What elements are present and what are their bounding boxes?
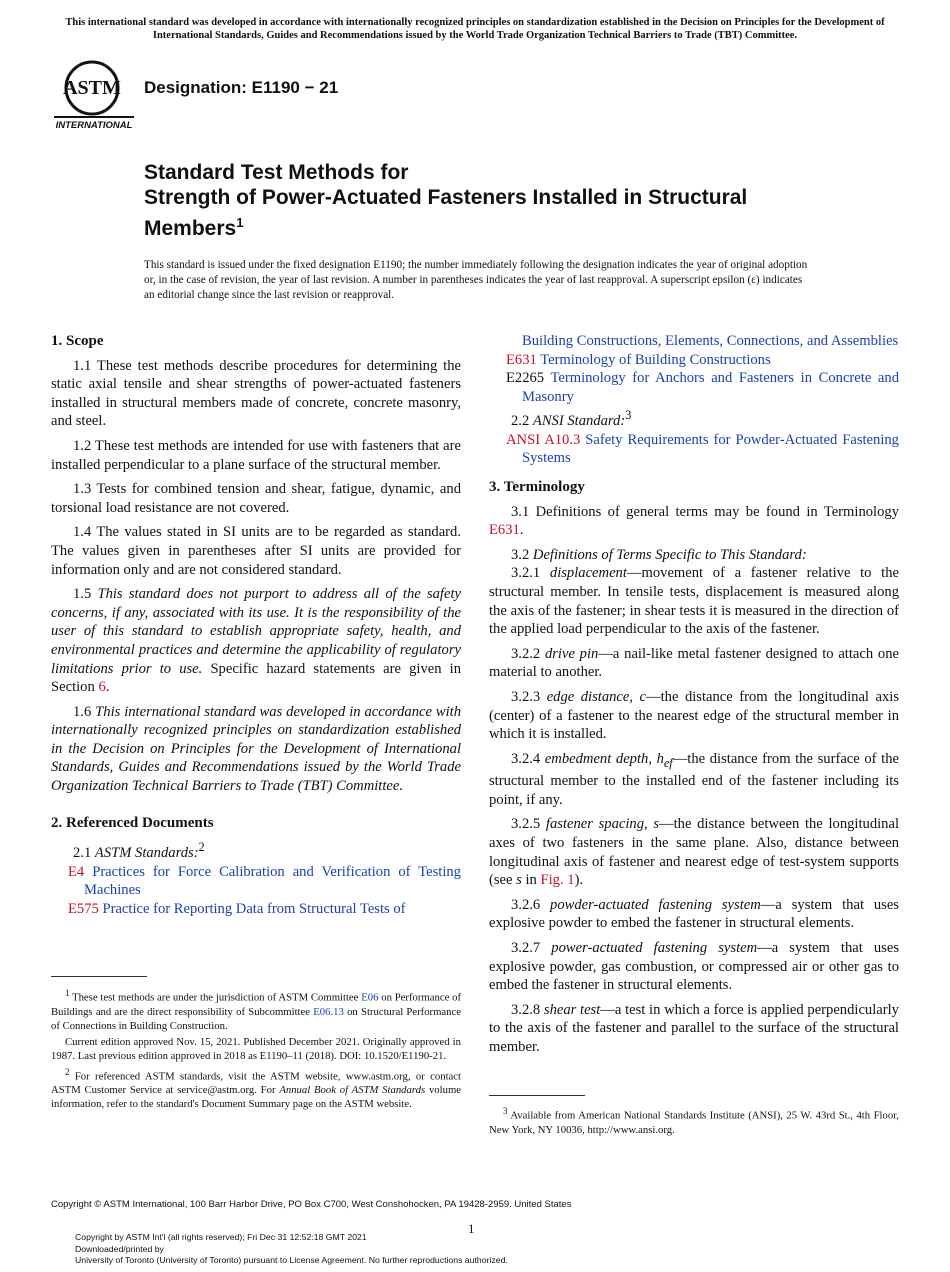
e575-title-continued[interactable]: Building Constructions, Elements, Connections, and Assemblies (522, 333, 899, 349)
ref-e4[interactable]: E4 Practices for Force Calibration and Verification of Testing Machines (68, 863, 461, 899)
def-3-2-8: 3.2.8 shear test—a test in which a force is applied perpendicularly to the axis of the fastener and parallel to the surface of the structural member. (489, 1001, 899, 1055)
footnotes-left (51, 986, 461, 1113)
para-1-6: 1.6 This international standard was developed in accordance with internationally recognized principles on standardization established in the Decision on Principles for the Development of International Standards, Guides and Recommendations issued by the World Trade Organization Technical Barriers to Trade (TBT) Committee. (51, 703, 462, 795)
def-3-2-5: 3.2.5 fastener spacing, s—the distance between the longitudinal axes of two fasteners in the same plane. Also, distance between longitudinal axis of fastener and nearest edge of test-system supports (see s in Fig. 1). (489, 816, 899, 889)
def-3-2-2: 3.2.2 drive pin—a nail-like metal fastener designed to attach one material to another. (489, 645, 899, 681)
para-1-3: 1.3 Tests for combined tension and shear, fatigue, dynamic, and torsional load resistance are not covered. (51, 481, 461, 516)
copyright-line: Copyright © ASTM International, 100 Barr Harbor Drive, PO Box C700, West Conshohocken, PA 19428-2959. United States (51, 1199, 572, 1210)
ref-e575[interactable]: E575 Practice for Reporting Data from Structural Tests of (68, 900, 406, 917)
astm-standards-label: 2.1 ASTM Standards:$^2$ (73, 840, 205, 862)
footnote-1-current-edition: Current edition approved Nov. 15, 2021. Published December 2021. Originally approved in 1987. Last previous edition approved in 2018 as E1190–11 (2018). DOI: 10.1520/E1190-21. (51, 1035, 461, 1062)
e631-link[interactable]: E631 (489, 522, 520, 539)
designation: Designation: E1190 − 21 (144, 78, 339, 97)
para-1-2: 1.2 These test methods are intended for use with fasteners that are installed perpendicular to a plane surface of the structural member. (51, 437, 461, 473)
footnote-1: $^1$ These test methods are under the jurisdiction of ASTM Committee E06 on Performance of Buildings and are the direct responsibility of Subcommittee E06.13 on Structural Performance of Connections in Building Construction. (51, 988, 462, 1032)
para-1-5: 1.5 This standard does not purport to address all of the safety concerns, if any, associated with its use. It is the responsibility of the user of this standard to establish appropriate safety, health, and environmental practices and determine the applicability of regulatory limitations prior to use. Specific hazard statements are given in Section 6. (51, 586, 461, 696)
footnotes-right (489, 1104, 899, 1137)
international-standard-notice: This international standard was developed in accordance with internationally recognized principles on standardization established in the Decision on Principles for the Development of International Standards, Guides and Recommendations issued by the World Trade Organization Technical Barriers to Trade (TBT) Committee. (65, 17, 885, 41)
astm-logo (54, 58, 134, 132)
document-title (144, 160, 844, 241)
title-footnote-ref[interactable]: 1 (236, 215, 244, 230)
issuance-note: This standard is issued under the fixed designation E1190; the number immediately following the designation indicates the year of original adoption or, in the case of revision, the year of last revision. A number in parentheses indicates the year of last reapproval. A superscript epsilon (ε) indicates an editorial change since the last revision or reapproval. (144, 259, 808, 301)
section-scope-heading: 1. Scope (51, 333, 104, 349)
def-3-2-1: 3.2.1 displacement—movement of a fastener relative to the structural member. In tensile tests, displacement is measured along the axis of the fastener; in shear tests it is measured in the direction of the applied load perpendicular to the axis of the fastener. (489, 565, 899, 638)
e06-13-link[interactable]: E06.13 (313, 1005, 344, 1018)
right-column (489, 332, 899, 1063)
footnote-3: $^3$ Available from American National Standards Institute (ANSI), 25 W. 43rd St., 4th Floor, New York, NY 10036, http://www.ansi.org. (489, 1106, 899, 1136)
fig-1-link[interactable]: Fig. 1 (540, 872, 575, 889)
para-3-2: 3.2 Definitions of Terms Specific to This Standard: (511, 546, 807, 563)
ref-e2265[interactable]: E2265 Terminology for Anchors and Fasteners in Concrete and Masonry (506, 370, 899, 405)
ref-e631[interactable]: E631 Terminology of Building Constructions (506, 351, 771, 368)
ansi-standard-label: 2.2 ANSI Standard:$^3$ (511, 408, 632, 430)
section-6-link[interactable]: 6 (98, 679, 106, 696)
footnote-2: $^2$ For referenced ASTM standards, visit the ASTM website, www.astm.org, or contact ASTM Customer Service at service@astm.org. For Annual Book of ASTM Standards volume information, refer to the standard's Document Summary page on the ASTM website. (51, 1066, 461, 1111)
def-3-2-3: 3.2.3 edge distance, c—the distance from the longitudinal axis (center) of a fastener to the nearest edge of the structural member in which it is installed. (489, 688, 899, 743)
para-1-4: 1.4 The values stated in SI units are to be regarded as standard. The values given in parentheses after SI units are provided for information only and are not considered standard. (51, 524, 461, 578)
def-3-2-7: 3.2.7 power-actuated fastening system—a system that uses explosive powder, gas combustion, or compressed air or other gas to embed the fastener in structural elements. (489, 939, 899, 994)
e06-link[interactable]: E06 (361, 991, 379, 1004)
astm-logo-text: ASTM (63, 77, 121, 99)
section-terminology-heading: 3. Terminology (489, 479, 585, 496)
left-column (51, 332, 461, 918)
def-3-2-4: 3.2.4 embedment depth, $h_{ef}—the$ distance from the surface of the structural member to the installed end of the fastener including its point, if any. (489, 750, 899, 808)
para-3-1: 3.1 Definitions of general terms may be found in Terminology E631. (489, 503, 899, 539)
def-3-2-6: 3.2.6 powder-actuated fastening system—a system that uses explosive powder to embed the fastener in structural elements. (489, 896, 899, 932)
astm-logo-icon (54, 58, 134, 132)
title-line-2 (144, 185, 844, 241)
astm-logo-subtext: INTERNATIONAL (55, 120, 133, 131)
ref-ansi-a10-3[interactable]: ANSI A10.3 Safety Requirements for Powder-Actuated Fastening Systems (506, 431, 899, 467)
title-main: Strength of Power-Actuated Fasteners Installed in Structural Members (144, 186, 748, 240)
para-1-1: 1.1 These test methods describe procedures for determining the static axial tensile and shear strengths of power-actuated fasteners installed in structural members made of concrete, concrete masonry, and steel. (51, 357, 461, 430)
page-number: 1 (468, 1221, 475, 1236)
download-notice: Copyright by ASTM Int'l (all rights reserved); Fri Dec 31 12:52:18 GMT 2021 Downloaded/printed by University of Toronto (University of Toronto) pursuant to License Agreement. No further reproductions authorized. (75, 1232, 508, 1265)
e575-title-part1[interactable]: Practice for Reporting Data from Structural Tests of (102, 900, 406, 917)
title-line-1: Standard Test Methods for (144, 161, 409, 184)
footnote-divider-right (489, 1095, 585, 1096)
footnote-divider-left (51, 976, 147, 977)
section-refdocs-heading: 2. Referenced Documents (51, 814, 214, 831)
